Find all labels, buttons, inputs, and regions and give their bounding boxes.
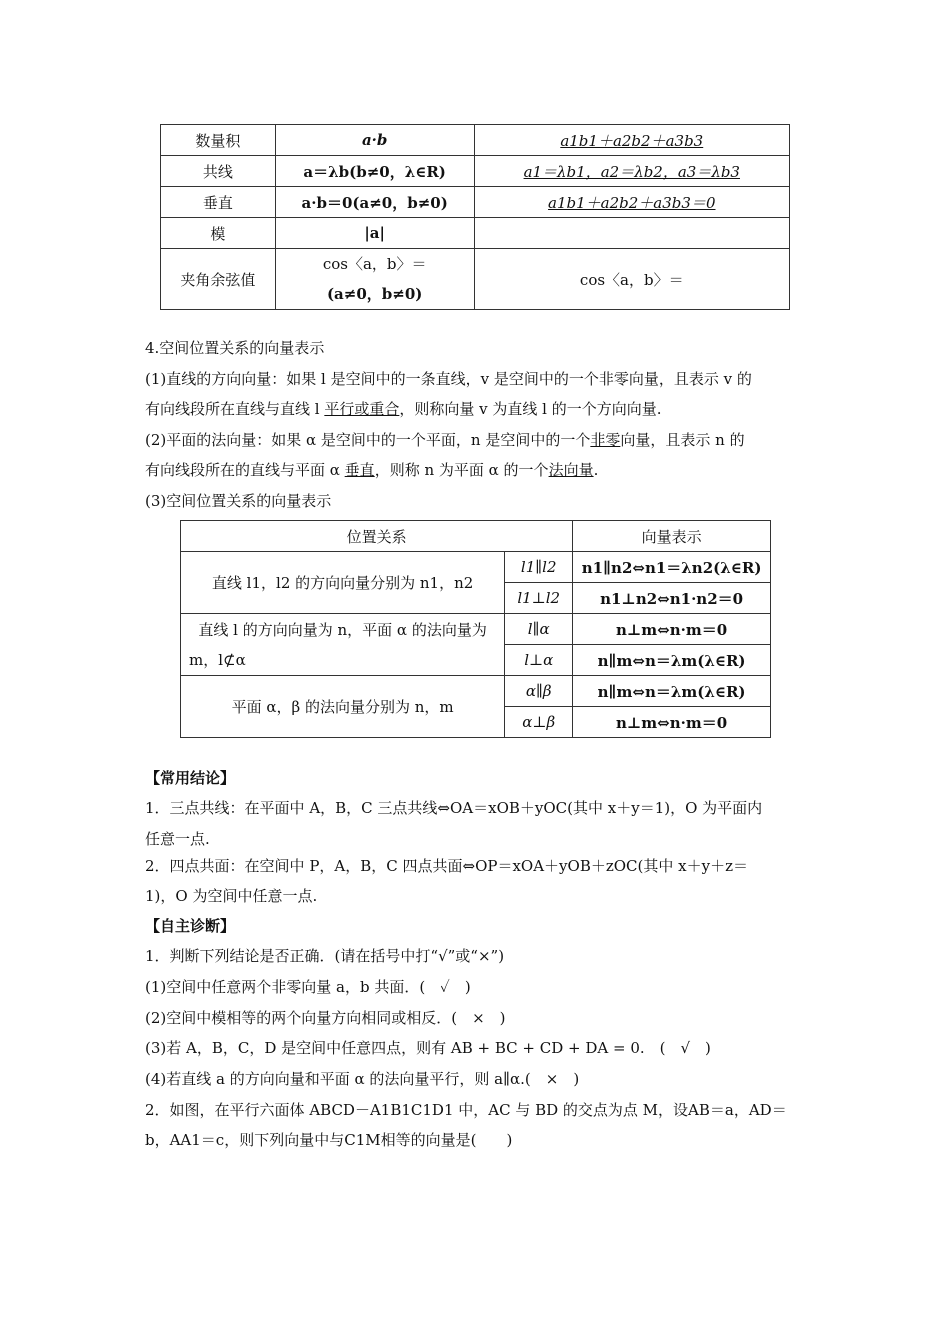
underlined-answer: 垂直 (344, 461, 375, 479)
table-row (181, 676, 771, 707)
paragraph-line: 1．三点共线：在平面中 A，B，C 三点共线⇔OA＝xOB＋yOC(其中 x＋y＝1)，O 为平面内 (145, 799, 763, 817)
row-name: 共线 (161, 156, 276, 187)
question-line: (3)若 A，B，C，D 是空间中任意四点，则有 AB + BC + CD + DA = 0. ( √ ) (145, 1039, 711, 1057)
paragraph-line: 2．四点共面：在空间中 P，A，B，C 四点共面⇔OP＝xOA＋yOB＋zOC(其中 x＋y＋z＝ (145, 857, 748, 875)
relation-cell: α⊥β (505, 707, 573, 738)
paragraph-line: 任意一点. (145, 830, 210, 848)
question-line: 1．判断下列结论是否正确．(请在括号中打“√”或“×”) (145, 947, 505, 965)
underlined-answer: 法向量 (548, 461, 594, 479)
row-coord: a1b1＋a2b2＋a3b3＝0 (474, 187, 789, 218)
text-span: . (593, 461, 599, 479)
paragraph-line (145, 455, 810, 485)
paragraph-line: 1)，O 为空间中任意一点. (145, 887, 318, 905)
text-span: (2)平面的法向量：如果 α 是空间中的一个平面，n 是空间中的一个 (145, 431, 591, 449)
desc-line-1: 直线 l 的方向向量为 n，平面 α 的法向量为 (198, 620, 487, 639)
text-span: 有向线段所在的直线与平面 α (145, 461, 345, 479)
vector-cell: n∥m⇔n＝λm(λ∈R) (573, 676, 771, 707)
table-row (161, 249, 790, 310)
row-expr: a·b＝0(a≠0，b≠0) (275, 187, 474, 218)
row-name: 数量积 (161, 125, 276, 156)
expr-line-2: (a≠0，b≠0) (326, 285, 423, 303)
table-header-row (181, 521, 771, 552)
row-name: 垂直 (161, 187, 276, 218)
conclusions-heading: 【常用结论】 (145, 769, 236, 787)
diagnosis-heading: 【自主诊断】 (145, 917, 236, 935)
question-line: (4)若直线 a 的方向向量和平面 α 的法向量平行，则 a∥α.( × ) (145, 1070, 580, 1088)
vector-cell: n1⊥n2⇔n1·n2＝0 (573, 583, 771, 614)
relation-cell: l1⊥l2 (505, 583, 573, 614)
vector-cell: n1∥n2⇔n1＝λn2(λ∈R) (573, 552, 771, 583)
table-row (181, 614, 771, 645)
table-row (181, 552, 771, 583)
row-name: 夹角余弦值 (161, 249, 276, 310)
position-relation-table (180, 520, 771, 738)
table-row (161, 125, 790, 156)
row-expr: a·b (275, 125, 474, 156)
question-line: (2)空间中模相等的两个向量方向相同或相反．( × ) (145, 1009, 506, 1027)
question-line: 2．如图，在平行六面体 ABCD－A1B1C1D1 中，AC 与 BD 的交点为点 M，设AB＝a，AD＝ (145, 1101, 787, 1119)
row-expr: a＝λb(b≠0，λ∈R) (275, 156, 474, 187)
row-expr: |a| (275, 218, 474, 249)
text-span: ，则称 n 为平面 α 的一个 (374, 461, 549, 479)
row-coord: cos〈a，b〉＝ (474, 249, 789, 310)
row-coord: a1＝λb1，a2＝λb2，a3＝λb3 (474, 156, 789, 187)
relation-cell: l∥α (505, 614, 573, 645)
desc-line-2: m，l⊄α (189, 650, 246, 669)
row-coord: a1b1＋a2b2＋a3b3 (474, 125, 789, 156)
underlined-answer: 平行或重合 (324, 400, 400, 418)
question-line: b，AA1＝c，则下列向量中与C1M相等的向量是( ) (145, 1131, 513, 1149)
table-row (161, 156, 790, 187)
relation-cell: l⊥α (505, 645, 573, 676)
group-desc: 直线 l1，l2 的方向向量分别为 n1，n2 (181, 552, 505, 614)
text-span: ，则称向量 v 为直线 l 的一个方向向量. (399, 400, 662, 418)
row-coord (474, 218, 789, 249)
expr-line-1: cos〈a，b〉＝ (322, 255, 427, 273)
text-span: 向量，且表示 n 的 (620, 431, 745, 449)
paragraph-line (145, 394, 810, 424)
table-row (161, 187, 790, 218)
question-line: (1)空间中任意两个非零向量 a，b 共面．( ✓ ) (145, 978, 471, 996)
section-title: 4.空间位置关系的向量表示 (145, 339, 325, 357)
relation-cell: α∥β (505, 676, 573, 707)
row-name: 模 (161, 218, 276, 249)
underlined-answer: 非零 (590, 431, 621, 449)
group-desc: 平面 α，β 的法向量分别为 n，m (181, 676, 505, 738)
paragraph-line (145, 425, 810, 455)
vector-cell: n⊥m⇔n·m＝0 (573, 707, 771, 738)
vector-cell: n∥m⇔n＝λm(λ∈R) (573, 645, 771, 676)
header-relation: 位置关系 (181, 521, 573, 552)
vector-cell: n⊥m⇔n·m＝0 (573, 614, 771, 645)
paragraph-line: (1)直线的方向向量：如果 l 是空间中的一条直线，v 是空间中的一个非零向量，且表示 v 的 (145, 370, 752, 388)
table-row (161, 218, 790, 249)
header-vector: 向量表示 (573, 521, 771, 552)
relation-cell: l1∥l2 (505, 552, 573, 583)
row-expr (275, 249, 474, 310)
vector-operations-table (160, 124, 790, 310)
group-desc (181, 614, 505, 676)
paragraph-line: (3)空间位置关系的向量表示 (145, 492, 332, 510)
text-span: 有向线段所在直线与直线 l (145, 400, 325, 418)
